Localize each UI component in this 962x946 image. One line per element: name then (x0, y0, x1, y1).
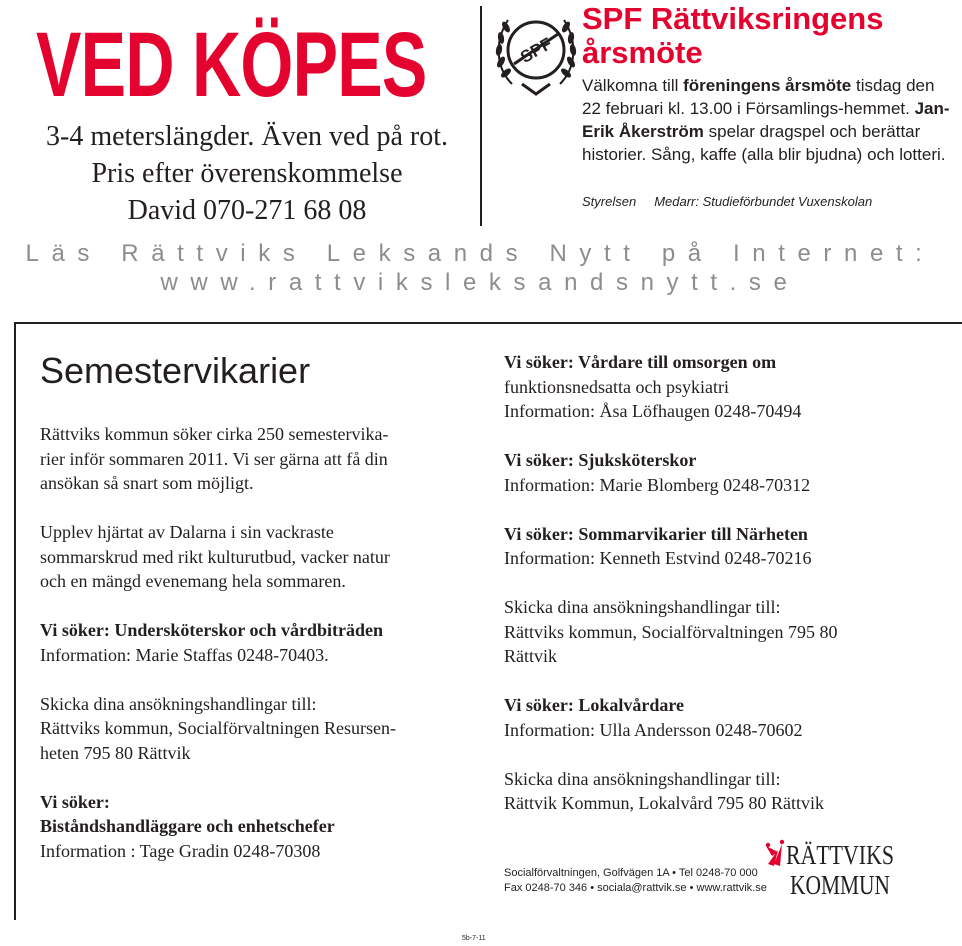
semestervikarier-title: Semestervikarier (40, 350, 311, 391)
ad-divider (480, 6, 482, 226)
spf-logo-text: SPF (517, 33, 556, 67)
spf-footer-organizer: Styrelsen (582, 194, 637, 209)
web-banner-url: www.rattviksleksandsnytt.se (160, 269, 800, 296)
send-line: Skicka dina ansökningshandlingar till: (40, 693, 317, 714)
pitch-line: och en mängd evenemang hela sommaren. (40, 571, 346, 591)
job-heading: Vi söker: Sjuksköterskor (504, 450, 697, 470)
right-column (504, 350, 944, 816)
job-info: Information: Kenneth Estvind 0248-70216 (504, 548, 812, 568)
spf-body-text: tisdag den 22 februari kl. 13.00 i Församlings-hemmet. (582, 76, 935, 118)
job-heading: Vi söker: Undersköterskor och vårdbiträden (40, 620, 383, 640)
job-heading: Vi söker: (40, 791, 110, 812)
spf-title-line-2: årsmöte (582, 35, 703, 70)
spf-footer (582, 194, 872, 209)
intro-line: rier inför sommaren 2011. Vi ser gärna att få din (40, 448, 388, 469)
crown-icon (766, 840, 784, 866)
send-line: Skicka dina ansökningshandlingar till: (504, 768, 781, 789)
job-info: Information: Åsa Löfhaugen 0248-70494 (504, 401, 802, 421)
job-heading: Biståndshandläggare och enhetschefer (40, 816, 335, 836)
spf-title-line-1: SPF Rättviksringens (582, 1, 884, 36)
pitch-line: Upplev hjärtat av Dalarna i sin vackraste (40, 522, 334, 542)
job-info: Information: Marie Blomberg 0248-70312 (504, 474, 811, 495)
intro-line: Rättviks kommun söker cirka 250 semestervika- (40, 424, 389, 444)
send-line: Rättviks kommun, Socialförvaltningen 795 80 (504, 621, 838, 642)
intro-line: ansökan så snart som möjligt. (40, 473, 254, 493)
ved-kopes-ad (12, 0, 482, 230)
contact-fax-email-web: Fax 0248-70 346 • sociala@rattvik.se • www.rattvik.se (504, 882, 767, 894)
job-heading: Vi söker: Vårdare till omsorgen om (504, 352, 777, 372)
spf-body (582, 74, 952, 166)
job-info: Information: Ulla Andersson 0248-70602 (504, 719, 803, 740)
send-line: Rättviks kommun, Socialförvaltningen Resursen- (40, 718, 396, 738)
send-line: Rättvik Kommun, Lokalvård 795 80 Rättvik (504, 793, 824, 813)
ved-kopes-headline: VED KÖPES (36, 14, 427, 116)
contact-address: Socialförvaltningen, Golfvägen 1A • Tel 0248-70 000 (504, 867, 758, 879)
spf-body-bold: Jan-Erik Åkerström (582, 99, 950, 141)
spf-ad (490, 0, 960, 230)
spf-footer-co-organizer: Medarr: Studieförbundet Vuxenskolan (654, 194, 873, 209)
ved-kopes-line-3: David 070-271 68 08 (127, 195, 367, 226)
job-info: Information : Tage Gradin 0248-70308 (40, 840, 321, 861)
job-heading: Vi söker: Sommarvikarier till Närheten (504, 523, 808, 544)
job-heading: Vi söker: Lokalvårdare (504, 695, 684, 715)
spf-logo-icon (492, 6, 580, 96)
job-description: funktionsnedsatta och psykiatri (504, 376, 729, 397)
left-column (40, 422, 480, 863)
send-line: heten 795 80 Rättvik (40, 742, 191, 763)
spf-body-bold: föreningens årsmöte (683, 76, 852, 95)
ved-kopes-line-1: 3-4 meterslängder. Även ved på rot. (46, 121, 448, 152)
contact-block (504, 866, 767, 896)
logo-line-1: RÄTTVIKS (786, 840, 894, 870)
page-footer-code: 5b-7-11 (462, 935, 486, 942)
pitch-line: sommarskrud med rikt kulturutbud, vacker natur (40, 546, 390, 567)
ved-kopes-line-2: Pris efter överenskommelse (91, 158, 403, 189)
web-banner-line-1: Läs Rättviks Leksands Nytt på Internet: (25, 240, 935, 267)
spf-body-text: Välkomna till (582, 76, 684, 95)
rattviks-kommun-logo (764, 836, 896, 900)
spf-body-text: spelar dragspel och berättar historier. Sång, kaffe (alla blir bjudna) och lotteri. (582, 122, 946, 164)
job-info: Information: Marie Staffas 0248-70403. (40, 644, 329, 665)
send-line: Skicka dina ansökningshandlingar till: (504, 597, 781, 617)
spf-title (582, 2, 883, 70)
logo-line-2: KOMMUN (790, 870, 890, 900)
send-line: Rättvik (504, 646, 557, 666)
